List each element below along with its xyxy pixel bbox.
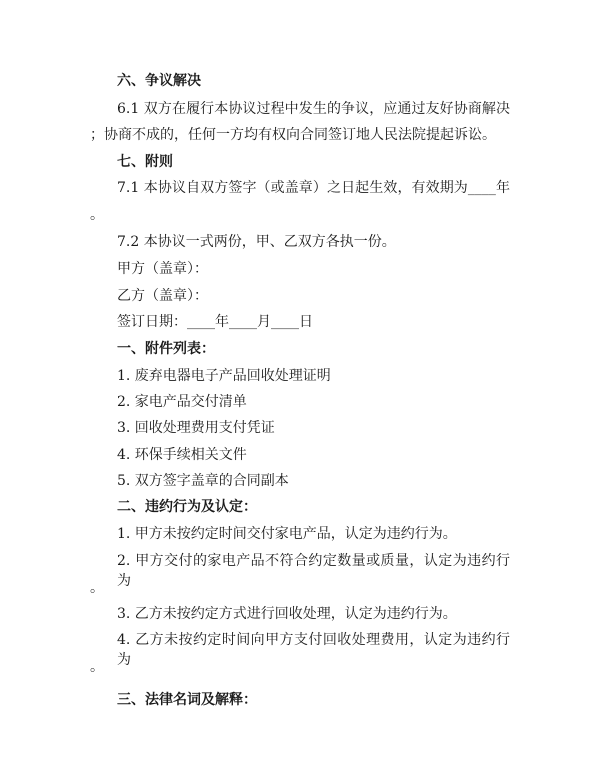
- breach-item-3: 3. 乙方未按约定方式进行回收处理，认定为违约行为。: [117, 606, 457, 622]
- section-heading-legal-terms: 三、法律名词及解释：: [117, 692, 257, 708]
- breach-item-2-line-1: 2. 甲方交付的家电产品不符合约定数量或质量，认定为违约行为: [117, 553, 510, 589]
- paragraph-7-1-line-2: 。: [90, 207, 104, 223]
- attachment-item: 4. 环保手续相关文件: [117, 447, 247, 463]
- attachment-item: 3. 回收处理费用支付凭证: [117, 420, 275, 436]
- attachment-item: 2. 家电产品交付清单: [117, 394, 247, 410]
- party-a-seal-label: 甲方（盖章）：: [117, 261, 208, 277]
- signing-date-line: 签订日期：____年____月____日: [117, 314, 313, 330]
- breach-item-2-line-2: 。: [90, 580, 104, 596]
- attachment-item: 1. 废弃电器电子产品回收处理证明: [117, 368, 331, 384]
- attachment-item: 5. 双方签字盖章的合同副本: [117, 473, 289, 489]
- paragraph-6-1-line-1: 6.1 双方在履行本协议过程中发生的争议，应通过友好协商解决: [117, 101, 510, 117]
- section-heading-annex-rules: 七、附则: [117, 154, 173, 170]
- breach-item-4-line-2: 。: [90, 659, 104, 675]
- breach-item-1: 1. 甲方未按约定时间交付家电产品，认定为违约行为。: [117, 526, 457, 542]
- section-heading-attachments: 一、附件列表：: [117, 341, 215, 357]
- section-heading-dispute: 六、争议解决: [117, 73, 201, 89]
- party-b-seal-label: 乙方（盖章）：: [117, 288, 208, 304]
- breach-item-4-line-1: 4. 乙方未按约定时间向甲方支付回收处理费用，认定为违约行为: [117, 632, 510, 668]
- paragraph-7-2: 7.2 本协议一式两份，甲、乙双方各执一份。: [117, 234, 396, 250]
- section-heading-breach: 二、违约行为及认定：: [117, 499, 257, 515]
- paragraph-7-1-line-1: 7.1 本协议自双方签字（或盖章）之日起生效，有效期为____年: [117, 180, 510, 196]
- paragraph-6-1-line-2: ；协商不成的，任何一方均有权向合同签订地人民法院提起诉讼。: [90, 127, 496, 143]
